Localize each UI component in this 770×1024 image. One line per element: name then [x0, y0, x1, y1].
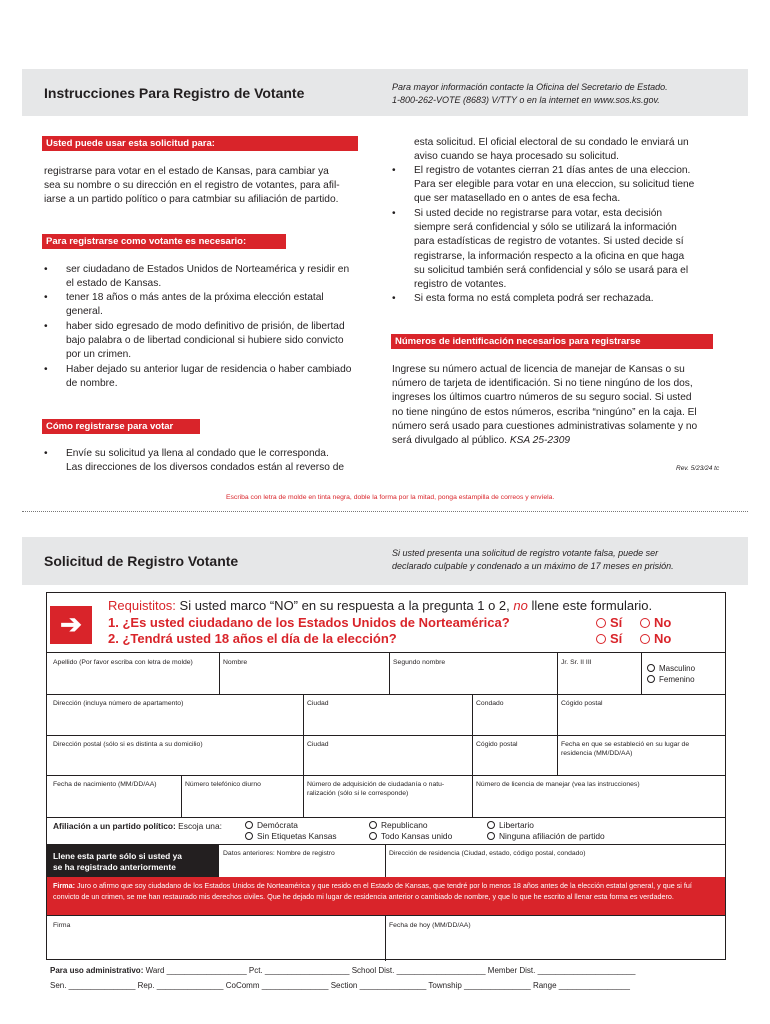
requisito-line: de nombre.: [66, 378, 118, 390]
ksa-reference: KSA 25-2309: [509, 435, 571, 447]
bullet: •: [44, 264, 48, 275]
ids-line: no tiene ningúno de estos números, escriba “ningúno” en la caja. El: [392, 406, 697, 418]
continuation-text: [414, 136, 734, 164]
direccion-field[interactable]: Dirección (incluya número de apartamento): [53, 700, 184, 707]
requisitos-instruction: Si usted marco “NO” en su respuesta a la pregunta 1 o 2,: [175, 598, 514, 613]
fecha-residencia-field[interactable]: [561, 740, 689, 758]
arrow-icon: ➔: [50, 606, 92, 644]
right-bullet-line: registro de votantes.: [414, 279, 507, 291]
col-divider: [472, 694, 473, 775]
ids-line: número de tarjeta de identificación. Si no tiene ningúno de los dos,: [392, 378, 693, 390]
bullet: •: [392, 208, 396, 219]
print-instruction: Escriba con letra de molde en tinta negra, doble la forma por la mitad, ponga estampilla de correos y envíela.: [226, 494, 555, 501]
codigo-postal-2-field[interactable]: Cógido postal: [476, 741, 518, 748]
radio-icon[interactable]: [487, 821, 495, 829]
fecha-residencia-label: Fecha en que se estableció en su lugar de: [561, 741, 690, 748]
question-age: 2. ¿Tendrá usted 18 años el día de la elección?: [108, 631, 397, 646]
femenino-label: Femenino: [659, 675, 695, 684]
party-label: Sin Etiquetas Kansas: [257, 831, 337, 841]
right-bullet: [392, 207, 734, 292]
right-bullet-line: su solicitud también será confidencial y sólo se usará para el: [414, 264, 689, 276]
admin-line-1: [50, 966, 635, 975]
right-bullet-line: Para ser elegible para votar en una eleccion, su solicitud tiene: [414, 179, 695, 191]
licencia-field[interactable]: Número de licencia de manejar (vea las instrucciones): [476, 781, 640, 788]
right-bullet-line: Si usted decide no registrarse para votar, esta decisión: [414, 208, 663, 219]
segundo-nombre-field[interactable]: Segundo nombre: [393, 659, 446, 666]
requisitos-heading: Para registrarse como votante es necesario:: [42, 234, 286, 249]
row-divider: [47, 775, 725, 776]
contact-note-line2: 1-800-262-VOTE (8683) V/TTY o en la internet en www.sos.ks.gov.: [392, 95, 660, 105]
usar-body-line: registrarse para votar en el estado de Kansas, para cambiar ya: [44, 166, 329, 177]
requisitos-label: Requistitos:: [108, 598, 176, 613]
requisitos-line: [108, 598, 652, 613]
ids-line: será divulgado al público.: [392, 435, 507, 447]
party-sin-etiquetas[interactable]: [245, 831, 337, 841]
fecha-hoy-field[interactable]: Fecha de hoy (MM/DD/AA): [389, 922, 471, 929]
requisito-item: [44, 320, 384, 363]
party-label: Libertario: [499, 820, 534, 830]
firma-field[interactable]: Firma: [53, 922, 71, 929]
admin-label: Para uso administrativo:: [50, 966, 144, 975]
age-no-option[interactable]: [640, 631, 671, 646]
yes-label: Sí: [610, 615, 623, 630]
radio-icon[interactable]: [487, 832, 495, 840]
firma-text: Juro o afirmo que soy ciudadano de los Estados Unidos de Norteamérica y que resido en el Estado de Kansas, que tendré por lo menos 18 años antes de la elección estatal general, y que si fuí convicto de un crimen, se me han restaurado mis derechos civiles. Que he dejado mi lugar de residencia anterior o cambiado de nombre, y que lo que he escrito al llenar esta forma es verdadero.: [53, 881, 692, 901]
requisito-line: bajo palabra o de libertad condicional si hubiere sido convicto: [66, 335, 344, 347]
party-todo-kansas[interactable]: [369, 831, 452, 841]
masculino-option[interactable]: [647, 664, 695, 673]
radio-icon[interactable]: [245, 832, 253, 840]
requisito-line: tener 18 años o más antes de la próxima elección estatal: [66, 292, 324, 303]
no-label: No: [654, 615, 672, 630]
registration-form: [46, 652, 726, 960]
right-bullet-line: El registro de votantes cierran 21 días antes de una eleccion.: [414, 165, 691, 176]
ciudad-postal-field[interactable]: Ciudad: [307, 741, 329, 748]
usar-body: [44, 165, 384, 208]
apellido-field[interactable]: Apellido (Por favor escriba con letra de molde): [53, 659, 193, 666]
firma-bold: Firma:: [53, 881, 75, 890]
bullet: •: [44, 292, 48, 303]
warning-note-line1: Si usted presenta una solicitud de registro votante falsa, puede ser: [392, 548, 659, 558]
afiliacion-rest: Escoja una:: [175, 821, 222, 831]
col-divider: [389, 653, 390, 694]
requisito-line: Haber dejado su anterior lugar de residencia o haber cambiado: [66, 364, 352, 375]
bullet: •: [392, 165, 396, 176]
requisitos-no-emphasis: no: [513, 598, 528, 613]
col-divider: [557, 694, 558, 775]
radio-icon[interactable]: [647, 675, 655, 683]
solicitud-title: Solicitud de Registro Votante: [44, 553, 239, 569]
requisitos-instruction-end: llene este formulario.: [527, 598, 653, 613]
right-bullet-line: que ser matasellado en o antes de esa fecha.: [414, 193, 621, 205]
previous-registration-line: Llene esta parte sólo si usted ya: [53, 851, 182, 861]
party-libertario[interactable]: [487, 820, 534, 830]
citizen-yes-option[interactable]: [596, 615, 622, 630]
fold-line: [22, 511, 748, 512]
continuation-line: aviso cuando se haya procesado su solicitud.: [414, 151, 620, 163]
afiliacion-bold: Afiliación a un partido político:: [53, 821, 176, 831]
ids-body: [392, 363, 734, 448]
no-label: No: [654, 631, 672, 646]
nombre-field[interactable]: Nombre: [223, 659, 248, 666]
solicitud-header: [22, 537, 748, 585]
continuation-line: esta solicitud. El oficial electoral de su condado le enviará un: [414, 137, 689, 148]
admin-line-2: Sen. _______________ Rep. _______________ CoComm _______________ Section _______________ Township _______________ Range ________________: [50, 981, 630, 990]
radio-icon[interactable]: [596, 634, 606, 644]
warning-note: [392, 547, 732, 573]
suffix-field[interactable]: Jr. Sr. II III: [561, 659, 592, 666]
radio-icon[interactable]: [245, 821, 253, 829]
instructions-header: [22, 69, 748, 116]
usar-body-line: iarse a un partido político o para catmbiar su afiliación de partido.: [44, 194, 339, 206]
right-bullet: [392, 292, 734, 306]
bullet: •: [44, 448, 48, 459]
right-bullet: [392, 164, 734, 207]
right-bullet-line: siempre será confidencial y sólo se utilizará la información: [414, 222, 677, 234]
ciudadania-label: ralización (sólo si le corresponde): [307, 790, 409, 797]
radio-icon[interactable]: [596, 618, 606, 628]
masculino-label: Masculino: [659, 664, 696, 673]
ciudadania-label: Número de adquisición de ciudadanía o natu-: [307, 781, 445, 788]
warning-note-line2: declarado culpable y condenado a un máximo de 17 meses en prisión.: [392, 561, 674, 571]
bullet: •: [392, 293, 396, 304]
usar-body-line: sea su nombre o su dirección en el registro de votantes, para afil-: [44, 180, 340, 192]
yes-label: Sí: [610, 631, 623, 646]
col-divider: [641, 653, 642, 694]
col-divider: [303, 694, 304, 775]
afiliacion-label: [53, 821, 222, 831]
party-democrata[interactable]: [245, 820, 298, 830]
admin-fields-1: Ward __________________ Pct. ___________________ School Dist. ____________________ Member Dist. ______________________: [143, 966, 636, 975]
femenino-option[interactable]: [647, 675, 695, 684]
como-heading: Cómo registrarse para votar: [42, 419, 200, 434]
party-label: Ninguna afiliación de partido: [499, 831, 605, 841]
col-divider: [181, 775, 182, 817]
instructions-title: Instrucciones Para Registro de Votante: [44, 85, 305, 101]
requisito-item: [44, 291, 384, 319]
firma-declaration: [47, 877, 725, 915]
row-divider: [47, 735, 725, 736]
contact-note-line1: Para mayor información contacte la Oficina del Secretario de Estado.: [392, 82, 668, 92]
right-bullet-line: registrarse, la información respecto a la oficina en que haga: [414, 250, 685, 262]
direccion-residencia-field[interactable]: Dirección de residencia (Ciudad, estado, código postal, condado): [389, 850, 586, 857]
datos-anteriores-field[interactable]: Datos anteriores: Nombre de registro: [223, 850, 335, 857]
party-label: Demócrata: [257, 820, 298, 830]
ids-line: ingreses los últimos cuartro números de su seguro social. Si usted: [392, 392, 692, 404]
question-citizen: 1. ¿Es usted ciudadano de los Estados Unidos de Norteamérica?: [108, 615, 510, 630]
previous-registration-note: [47, 844, 219, 877]
row-divider: [47, 817, 725, 818]
ciudad-field[interactable]: Ciudad: [307, 700, 329, 707]
col-divider: [385, 844, 386, 877]
party-label: Republicano: [381, 820, 428, 830]
col-divider: [219, 653, 220, 694]
col-divider: [303, 775, 304, 817]
ids-line: número será usado para cuestiones administrativas solamente y no: [392, 420, 698, 432]
usar-heading: Usted puede usar esta solicitud para:: [42, 136, 358, 151]
age-yes-option[interactable]: [596, 631, 622, 646]
contact-note: [392, 81, 732, 107]
radio-icon[interactable]: [640, 634, 650, 644]
radio-icon[interactable]: [640, 618, 650, 628]
requisito-line: ser ciudadano de Estados Unidos de Norteamérica y residir en: [66, 264, 350, 275]
previous-registration-line: se ha registrado anteriormente: [53, 862, 176, 872]
party-ninguna[interactable]: [487, 831, 605, 841]
row-divider: [47, 694, 725, 695]
fecha-nacimiento-field[interactable]: Fecha de nacimiento (MM/DD/AA): [53, 781, 157, 788]
condado-field[interactable]: Condado: [476, 700, 504, 707]
telefono-field[interactable]: Número telefónico diurno: [185, 781, 261, 788]
ids-heading: Números de identificación necesarios para registrarse: [391, 334, 713, 349]
col-divider: [557, 653, 558, 694]
como-line: Envíe su solicitud ya llena al condado que le corresponda.: [66, 448, 329, 459]
direccion-postal-field[interactable]: Dirección postal (sólo si es distinta a su domicilio): [53, 741, 203, 748]
requisito-item: [44, 263, 384, 291]
col-divider: [472, 775, 473, 817]
right-bullet-line: Si esta forma no está completa podrá ser rechazada.: [414, 293, 654, 304]
radio-icon[interactable]: [369, 821, 377, 829]
requisito-line: haber sido egresado de modo definitivo de prisión, de libertad: [66, 321, 345, 332]
como-item: [44, 447, 384, 475]
fecha-residencia-label: residencia (MM/DD/AA): [561, 750, 633, 757]
ids-line: Ingrese su número actual de licencia de manejar de Kansas o su: [392, 364, 685, 375]
row-divider: [47, 915, 725, 916]
party-republicano[interactable]: [369, 820, 428, 830]
revision-date: Rev. 5/23/24 tc: [676, 465, 720, 472]
requisito-item: [44, 363, 384, 391]
right-bullet-line: para estadísticas de registro de votantes. Si usted decide sí: [414, 236, 684, 248]
radio-icon[interactable]: [369, 832, 377, 840]
col-divider: [385, 915, 386, 961]
radio-icon[interactable]: [647, 664, 655, 672]
requisito-line: general.: [66, 306, 103, 318]
bullet: •: [44, 364, 48, 375]
como-line: Las direcciones de los diversos condados están al reverso de: [66, 462, 345, 474]
ciudadania-field[interactable]: [307, 780, 444, 798]
requisito-line: el estado de Kansas.: [66, 278, 162, 290]
requisito-line: por un crimen.: [66, 349, 132, 361]
party-label: Todo Kansas unido: [381, 831, 453, 841]
codigo-postal-field[interactable]: Cógido postal: [561, 700, 603, 707]
bullet: •: [44, 321, 48, 332]
citizen-no-option[interactable]: [640, 615, 671, 630]
